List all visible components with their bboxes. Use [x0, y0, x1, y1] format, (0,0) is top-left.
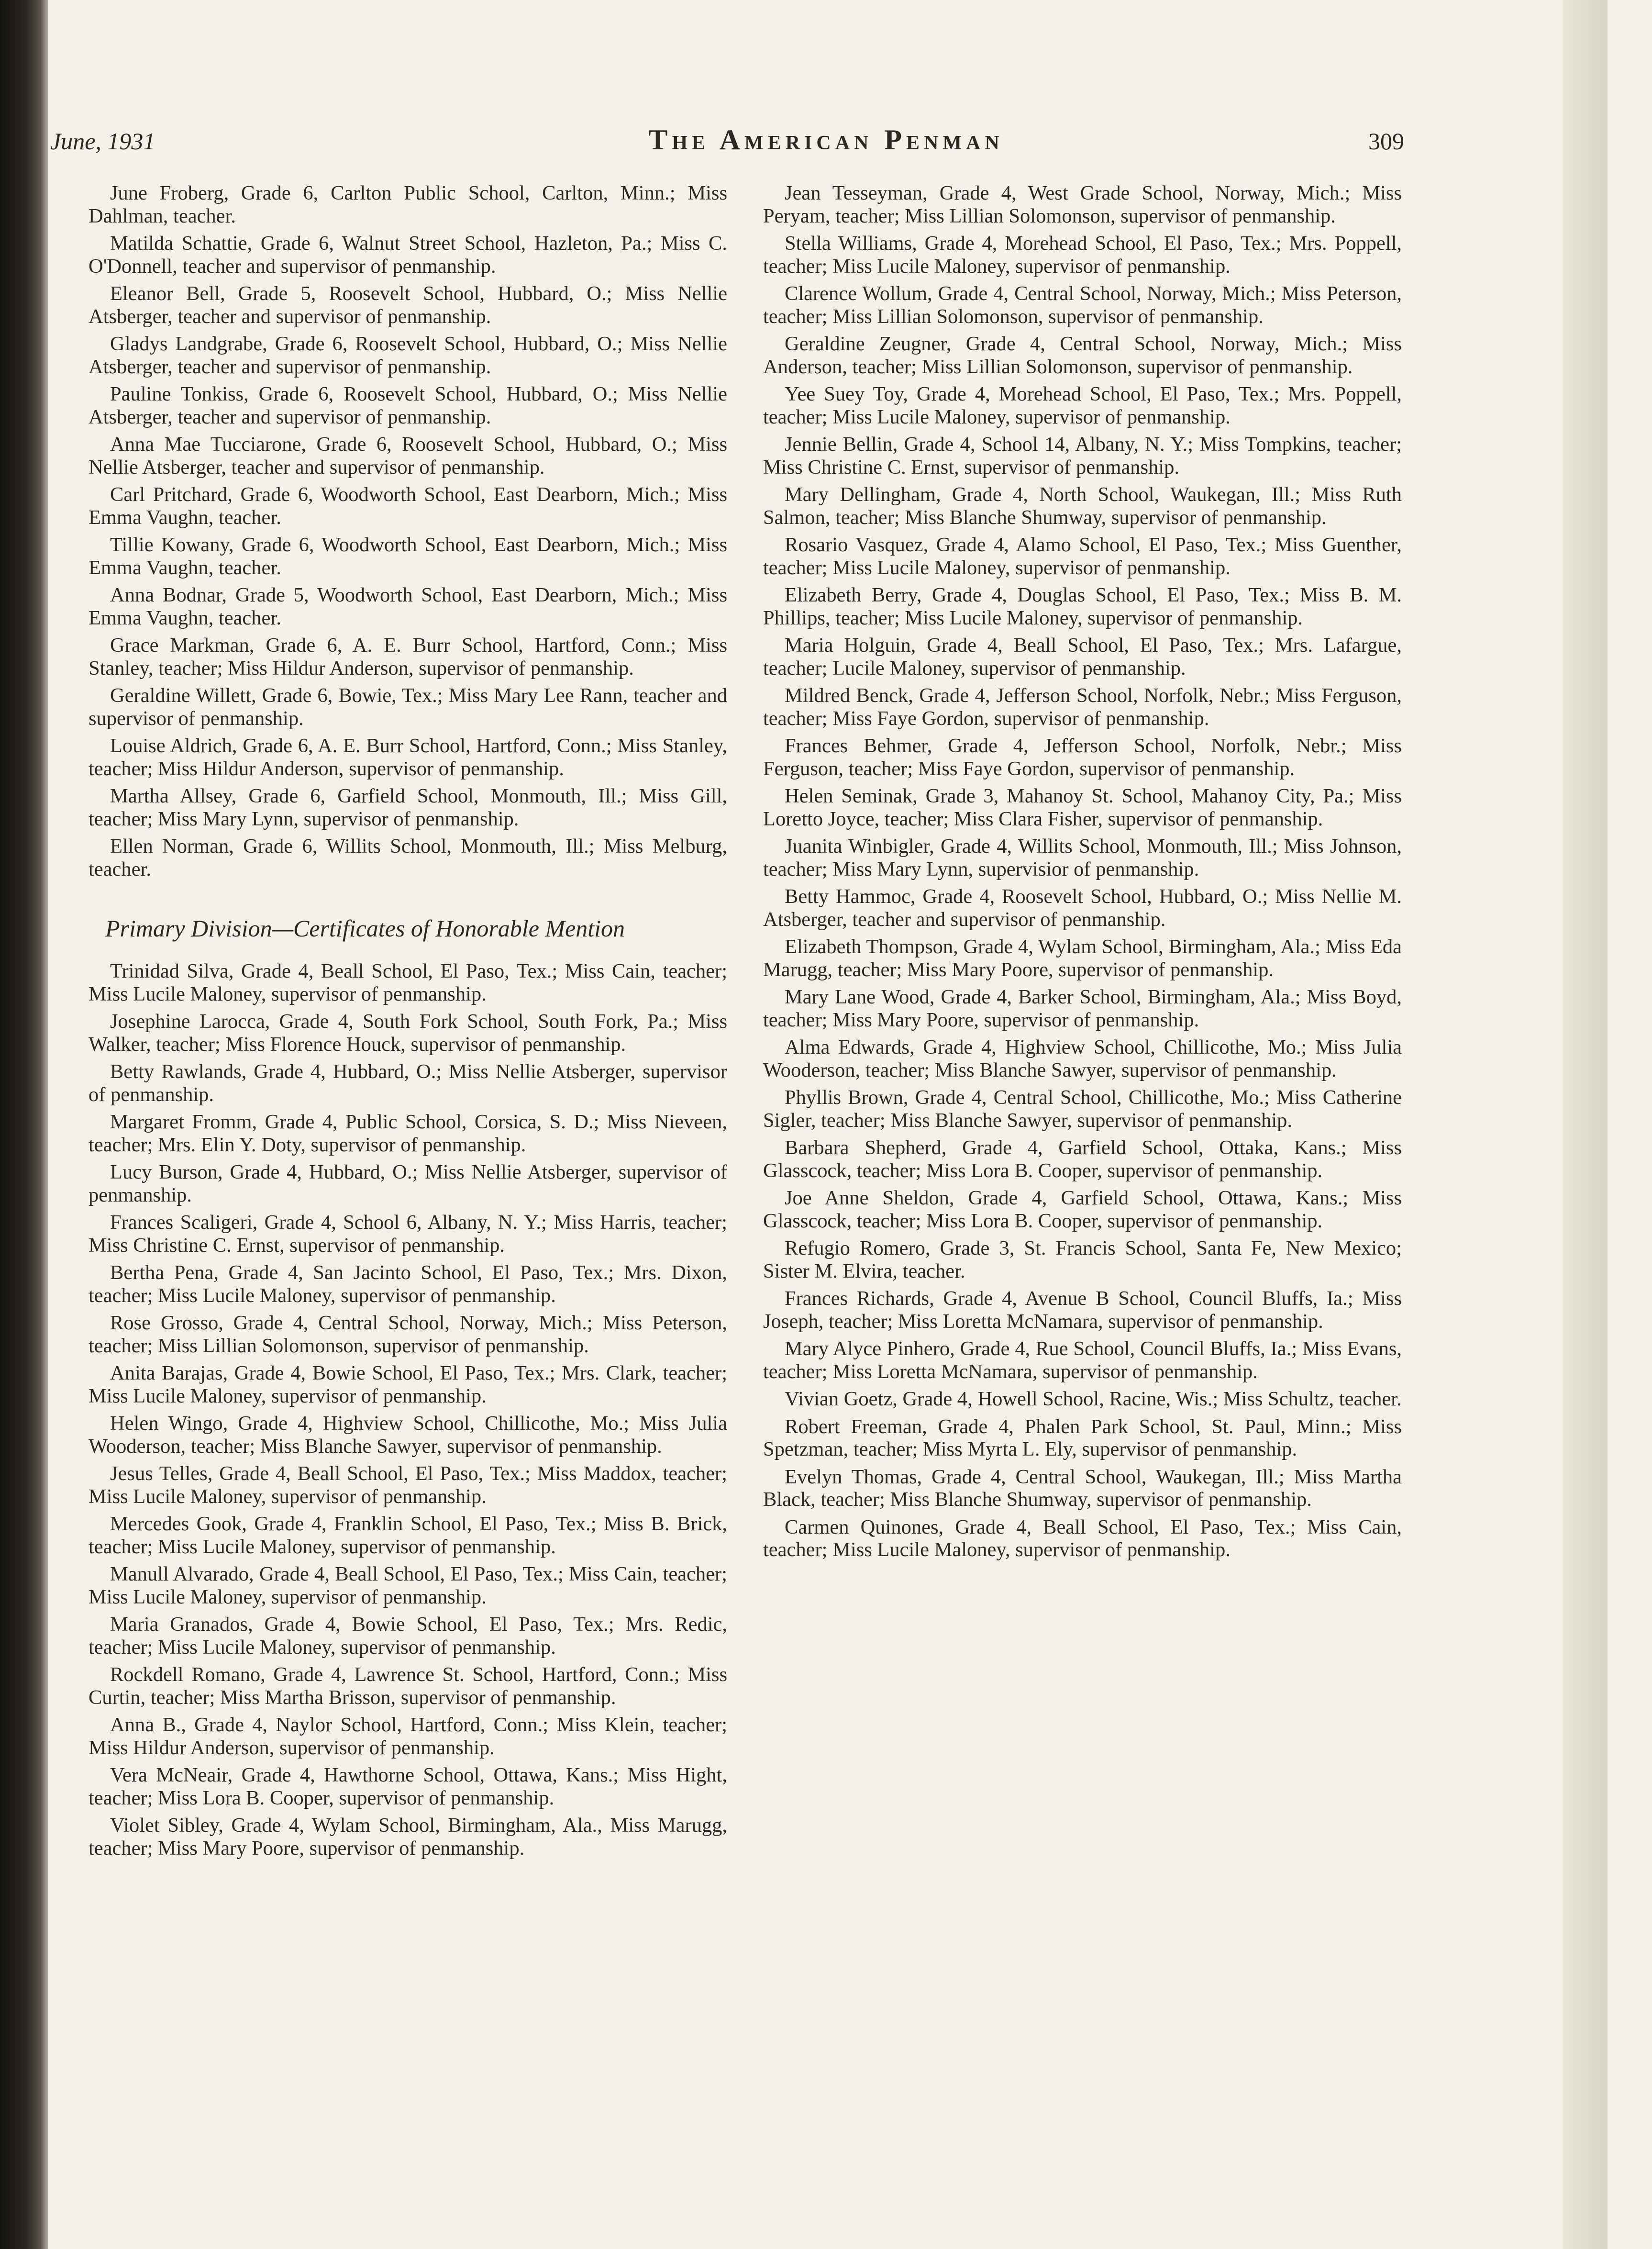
header-title: The American Penman: [648, 124, 1004, 156]
list-item: Anna Bodnar, Grade 5, Woodworth School, East Dearborn, Mich.; Miss Emma Vaughn, teacher.: [89, 584, 727, 629]
list-item: Mary Alyce Pinhero, Grade 4, Rue School, Council Bluffs, Ia.; Miss Evans, teacher; Miss Loretta McNamara, supervisor of penmanship.: [763, 1337, 1402, 1383]
left-entries-before: [89, 182, 727, 880]
list-item: Juanita Winbigler, Grade 4, Willits School, Monmouth, Ill.; Miss Johnson, teacher; Miss Mary Lynn, supervisior of penmanship.: [763, 835, 1402, 880]
list-item: Ellen Norman, Grade 6, Willits School, Monmouth, Ill.; Miss Melburg, teacher.: [89, 835, 727, 880]
list-item: Geraldine Willett, Grade 6, Bowie, Tex.; Miss Mary Lee Rann, teacher and supervisor of penmanship.: [89, 684, 727, 730]
list-item: Phyllis Brown, Grade 4, Central School, Chillicothe, Mo.; Miss Catherine Sigler, teacher; Miss Blanche Sawyer, supervisor of penmanship.: [763, 1086, 1402, 1132]
right-entries: [763, 182, 1402, 1561]
list-item: Anita Barajas, Grade 4, Bowie School, El Paso, Tex.; Mrs. Clark, teacher; Miss Lucile Maloney, supervisor of penmanship.: [89, 1362, 727, 1407]
list-item: Pauline Tonkiss, Grade 6, Roosevelt School, Hubbard, O.; Miss Nellie Atsberger, teacher and supervisor of penmanship.: [89, 383, 727, 428]
right-column: [763, 182, 1402, 1566]
list-item: Robert Freeman, Grade 4, Phalen Park School, St. Paul, Minn.; Miss Spetzman, teacher; Miss Myrta L. Ely, supervisor of penmanship.: [763, 1415, 1402, 1460]
list-item: Violet Sibley, Grade 4, Wylam School, Birmingham, Ala., Miss Marugg, teacher; Miss Mary Poore, supervisor of penmanship.: [89, 1814, 727, 1859]
list-item: Mary Lane Wood, Grade 4, Barker School, Birmingham, Ala.; Miss Boyd, teacher; Miss Mary Poore, supervisor of penmanship.: [763, 986, 1402, 1031]
list-item: Evelyn Thomas, Grade 4, Central School, Waukegan, Ill.; Miss Martha Black, teacher; Miss Blanche Shumway, supervisor of penmanship.: [763, 1465, 1402, 1511]
list-item: Bertha Pena, Grade 4, San Jacinto School, El Paso, Tex.; Mrs. Dixon, teacher; Miss Lucile Maloney, supervisor of penmanship.: [89, 1261, 727, 1307]
list-item: Betty Rawlands, Grade 4, Hubbard, O.; Miss Nellie Atsberger, supervisor of penmanship.: [89, 1060, 727, 1106]
list-item: June Froberg, Grade 6, Carlton Public School, Carlton, Minn.; Miss Dahlman, teacher.: [89, 182, 727, 227]
list-item: Maria Granados, Grade 4, Bowie School, El Paso, Tex.; Mrs. Redic, teacher; Miss Lucile Maloney, supervisor of penmanship.: [89, 1613, 727, 1659]
list-item: Margaret Fromm, Grade 4, Public School, Corsica, S. D.; Miss Nieveen, teacher; Mrs. Elin Y. Doty, supervisor of penmanship.: [89, 1111, 727, 1156]
list-item: Anna Mae Tucciarone, Grade 6, Roosevelt School, Hubbard, O.; Miss Nellie Atsberger, teacher and supervisor of penmanship.: [89, 433, 727, 479]
list-item: Martha Allsey, Grade 6, Garfield School, Monmouth, Ill.; Miss Gill, teacher; Miss Mary Lynn, supervisor of penmanship.: [89, 785, 727, 830]
page-right-margin: [1563, 0, 1608, 2249]
scan-binding-edge: [0, 0, 48, 2249]
list-item: Alma Edwards, Grade 4, Highview School, Chillicothe, Mo.; Miss Julia Wooderson, teacher; Miss Blanche Sawyer, supervisor of penmanship.: [763, 1036, 1402, 1081]
list-item: Jesus Telles, Grade 4, Beall School, El Paso, Tex.; Miss Maddox, teacher; Miss Lucile Maloney, supervisor of penmanship.: [89, 1462, 727, 1508]
list-item: Mercedes Gook, Grade 4, Franklin School, El Paso, Tex.; Miss B. Brick, teacher; Miss Lucile Maloney, supervisor of penmanship.: [89, 1513, 727, 1558]
list-item: Joe Anne Sheldon, Grade 4, Garfield School, Ottawa, Kans.; Miss Glasscock, teacher; Miss Lora B. Cooper, supervisor of penmanship.: [763, 1187, 1402, 1232]
page-number: 309: [1368, 128, 1404, 155]
list-item: Betty Hammoc, Grade 4, Roosevelt School, Hubbard, O.; Miss Nellie M. Atsberger, teacher and supervisor of penmanship.: [763, 885, 1402, 931]
list-item: Geraldine Zeugner, Grade 4, Central School, Norway, Mich.; Miss Anderson, teacher; Miss Lillian Solomonson, supervisor of penmanship.: [763, 333, 1402, 378]
list-item: Vera McNeair, Grade 4, Hawthorne School, Ottawa, Kans.; Miss Hight, teacher; Miss Lora B. Cooper, supervisor of penmanship.: [89, 1764, 727, 1809]
list-item: Helen Wingo, Grade 4, Highview School, Chillicothe, Mo.; Miss Julia Wooderson, teacher; Miss Blanche Sawyer, supervisor of penmanship.: [89, 1412, 727, 1458]
list-item: Jean Tesseyman, Grade 4, West Grade School, Norway, Mich.; Miss Peryam, teacher; Miss Lillian Solomonson, supervisor of penmanship.: [763, 182, 1402, 227]
running-header: [0, 123, 1652, 162]
list-item: Mildred Benck, Grade 4, Jefferson School, Norfolk, Nebr.; Miss Ferguson, teacher; Miss Faye Gordon, supervisor of penmanship.: [763, 684, 1402, 730]
list-item: Vivian Goetz, Grade 4, Howell School, Racine, Wis.; Miss Schultz, teacher.: [785, 1388, 1402, 1410]
list-item: Gladys Landgrabe, Grade 6, Roosevelt School, Hubbard, O.; Miss Nellie Atsberger, teacher and supervisor of penmanship.: [89, 333, 727, 378]
left-entries-after: [89, 960, 727, 1859]
list-item: Carmen Quinones, Grade 4, Beall School, El Paso, Tex.; Miss Cain, teacher; Miss Lucile Maloney, supervisor of penmanship.: [763, 1515, 1402, 1561]
list-item: Yee Suey Toy, Grade 4, Morehead School, El Paso, Tex.; Mrs. Poppell, teacher; Miss Lucile Maloney, supervisor of penmanship.: [763, 383, 1402, 428]
list-item: Grace Markman, Grade 6, A. E. Burr School, Hartford, Conn.; Miss Stanley, teacher; Miss Hildur Anderson, supervisor of penmanship.: [89, 634, 727, 679]
list-item: Rosario Vasquez, Grade 4, Alamo School, El Paso, Tex.; Miss Guenther, teacher; Miss Lucile Maloney, supervisor of penmanship.: [763, 534, 1402, 579]
section-heading: Primary Division—Certificates of Honorable Mention: [105, 915, 625, 942]
list-item: Josephine Larocca, Grade 4, South Fork School, South Fork, Pa.; Miss Walker, teacher; Miss Florence Houck, supervisor of penmanship.: [89, 1010, 727, 1056]
left-column: [89, 182, 727, 1864]
list-item: Anna B., Grade 4, Naylor School, Hartford, Conn.; Miss Klein, teacher; Miss Hildur Anderson, supervisor of penmanship.: [89, 1714, 727, 1759]
list-item: Carl Pritchard, Grade 6, Woodworth School, East Dearborn, Mich.; Miss Emma Vaughn, teacher.: [89, 483, 727, 529]
list-item: Lucy Burson, Grade 4, Hubbard, O.; Miss Nellie Atsberger, supervisor of penmanship.: [89, 1161, 727, 1206]
list-item: Stella Williams, Grade 4, Morehead School, El Paso, Tex.; Mrs. Poppell, teacher; Miss Lucile Maloney, supervisor of penmanship.: [763, 232, 1402, 278]
list-item: Matilda Schattie, Grade 6, Walnut Street School, Hazleton, Pa.; Miss C. O'Donnell, teacher and supervisor of penmanship.: [89, 232, 727, 278]
list-item: Tillie Kowany, Grade 6, Woodworth School, East Dearborn, Mich.; Miss Emma Vaughn, teacher.: [89, 534, 727, 579]
list-item: Mary Dellingham, Grade 4, North School, Waukegan, Ill.; Miss Ruth Salmon, teacher; Miss Blanche Shumway, supervisor of penmanship.: [763, 483, 1402, 529]
list-item: Eleanor Bell, Grade 5, Roosevelt School, Hubbard, O.; Miss Nellie Atsberger, teacher and supervisor of penmanship.: [89, 282, 727, 328]
header-date: June, 1931: [50, 128, 155, 155]
list-item: Rockdell Romano, Grade 4, Lawrence St. School, Hartford, Conn.; Miss Curtin, teacher; Miss Martha Brisson, supervisor of penmanship.: [89, 1663, 727, 1709]
list-item: Trinidad Silva, Grade 4, Beall School, El Paso, Tex.; Miss Cain, teacher; Miss Lucile Maloney, supervisor of penmanship.: [89, 960, 727, 1005]
list-item: Louise Aldrich, Grade 6, A. E. Burr School, Hartford, Conn.; Miss Stanley, teacher; Miss Hildur Anderson, supervisor of penmanship.: [89, 735, 727, 780]
list-item: Elizabeth Thompson, Grade 4, Wylam School, Birmingham, Ala.; Miss Eda Marugg, teacher; Miss Mary Poore, supervisor of penmanship.: [763, 935, 1402, 981]
list-item: Rose Grosso, Grade 4, Central School, Norway, Mich.; Miss Peterson, teacher; Miss Lillian Solomonson, supervisor of penmanship.: [89, 1312, 727, 1357]
list-item: Maria Holguin, Grade 4, Beall School, El Paso, Tex.; Mrs. Lafargue, teacher; Lucile Maloney, supervisor of penmanship.: [763, 634, 1402, 679]
list-item: Barbara Shepherd, Grade 4, Garfield School, Ottaka, Kans.; Miss Glasscock, teacher; Miss Lora B. Cooper, supervisor of penmanship.: [763, 1136, 1402, 1182]
list-item: Elizabeth Berry, Grade 4, Douglas School, El Paso, Tex.; Miss B. M. Phillips, teacher; Miss Lucile Maloney, supervisor of penmanship.: [763, 584, 1402, 629]
list-item: Frances Behmer, Grade 4, Jefferson School, Norfolk, Nebr.; Miss Ferguson, teacher; Miss Faye Gordon, supervisor of penmanship.: [763, 735, 1402, 780]
list-item: Jennie Bellin, Grade 4, School 14, Albany, N. Y.; Miss Tompkins, teacher; Miss Christine C. Ernst, supervisor of penmanship.: [763, 433, 1402, 479]
list-item: Frances Richards, Grade 4, Avenue B School, Council Bluffs, Ia.; Miss Joseph, teacher; Miss Loretta McNamara, supervisor of penmanship.: [763, 1287, 1402, 1333]
list-item: Clarence Wollum, Grade 4, Central School, Norway, Mich.; Miss Peterson, teacher; Miss Lillian Solomonson, supervisor of penmanship.: [763, 282, 1402, 328]
list-item: Helen Seminak, Grade 3, Mahanoy St. School, Mahanoy City, Pa.; Miss Loretto Joyce, teacher; Miss Clara Fisher, supervisor of penmanship.: [763, 785, 1402, 830]
list-item: Manull Alvarado, Grade 4, Beall School, El Paso, Tex.; Miss Cain, teacher; Miss Lucile Maloney, supervisor of penmanship.: [89, 1563, 727, 1608]
list-item: Refugio Romero, Grade 3, St. Francis School, Santa Fe, New Mexico; Sister M. Elvira, teacher.: [763, 1237, 1402, 1282]
list-item: Frances Scaligeri, Grade 4, School 6, Albany, N. Y.; Miss Harris, teacher; Miss Christine C. Ernst, supervisor of penmanship.: [89, 1211, 727, 1257]
